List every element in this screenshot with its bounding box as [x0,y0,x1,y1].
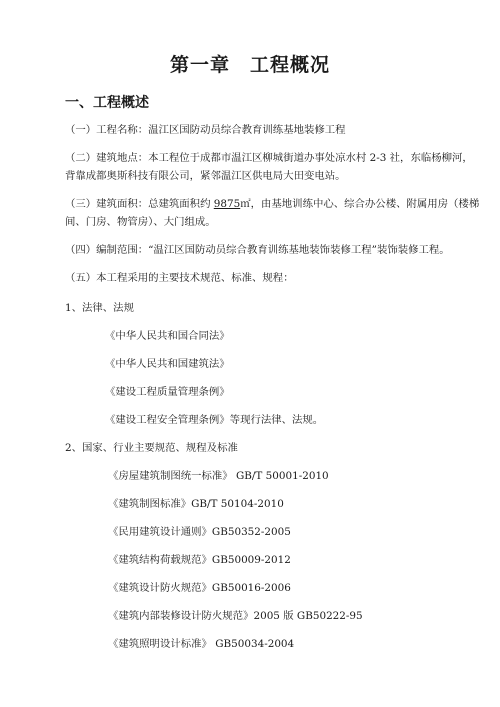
standard-item: 《建筑内部装修设计防火规范》2005 版 GB50222-95 [108,610,363,622]
area-unit: ㎡ [240,198,251,210]
project-name-line: （一）工程名称：温江区国防动员综合教育训练基地装修工程 [65,124,346,136]
area-prefix: （三）建筑面积：总建筑面积约 [65,198,214,210]
chapter-title: 第一章 工程概况 [169,54,330,76]
law-item: 《建设工程安全管理条例》等现行法律、法规。 [105,414,324,426]
area-line-1 [65,194,479,214]
area-value: 9875 [213,198,241,210]
standard-item: 《建筑制图标准》GB/T 50104-2010 [108,498,284,510]
standard-item: 《房屋建筑制图统一标准》 GB/T 50001-2010 [108,470,329,482]
location-line-1: （二）建筑地点：本工程位于成都市温江区柳城街道办事处凉水村 2-3 社，东临杨柳河， [65,152,473,164]
area-suffix: ，由基地训练中心、综合办公楼、附属用房（楼梯 [250,198,480,210]
area-line-2: 间、门房、物管房）、大门组成。 [65,216,216,228]
section-heading: 一、工程概述 [65,95,149,111]
law-item: 《中华人民共和国合同法》 [105,330,230,342]
laws-heading: 1、法律、法规 [65,302,134,314]
law-item: 《建设工程质量管理条例》 [105,386,230,398]
standard-item: 《建筑结构荷载规范》GB50009-2012 [108,554,291,566]
scope-line: （四）编制范围：“温江区国防动员综合教育训练基地装饰装修工程”装饰装修工程。 [65,244,450,256]
standards-heading: 2、国家、行业主要规范、规程及标准 [65,442,238,454]
standards-intro-line: （五）本工程采用的主要技术规范、标准、规程： [65,272,294,284]
standard-item: 《民用建筑设计通则》GB50352-2005 [108,526,291,538]
law-item: 《中华人民共和国建筑法》 [105,358,230,370]
standard-item: 《建筑照明设计标准》 GB50034-2004 [108,638,295,650]
location-line-2: 背靠成都奥斯科技有限公司，紧邻温江区供电局大田变电站。 [65,170,346,182]
standard-item: 《建筑设计防火规范》GB50016-2006 [108,582,291,594]
